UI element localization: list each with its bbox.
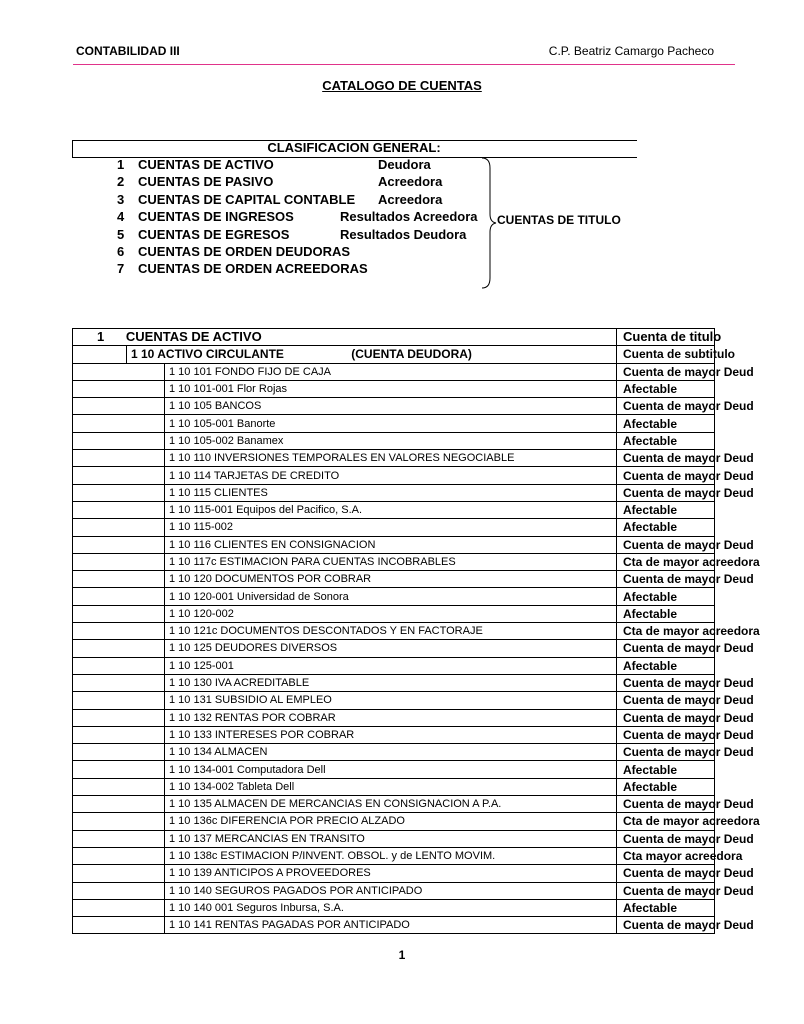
header-rule bbox=[73, 64, 735, 65]
table-row bbox=[73, 830, 715, 847]
indent-cell bbox=[73, 467, 165, 484]
account-name-cell: 1 10 105 BANCOS bbox=[165, 398, 617, 415]
classification-heading: CLASIFICACION GENERAL: bbox=[267, 140, 441, 155]
header-course: CONTABILIDAD III bbox=[76, 44, 180, 58]
account-type-cell: Cuenta de mayor Deud bbox=[617, 882, 715, 899]
table-row bbox=[73, 623, 715, 640]
table-row bbox=[73, 501, 715, 518]
account-name-cell: 1 10 132 RENTAS POR COBRAR bbox=[165, 709, 617, 726]
indent-cell bbox=[73, 571, 165, 588]
indent-cell bbox=[73, 553, 165, 570]
classification-name: CUENTAS DE PASIVO bbox=[138, 174, 274, 190]
account-name-cell: 1 10 141 RENTAS PAGADAS POR ANTICIPADO bbox=[165, 917, 617, 934]
indent-cell bbox=[73, 796, 165, 813]
account-type-cell: Cuenta de mayor Deud bbox=[617, 640, 715, 657]
indent-cell bbox=[73, 692, 165, 709]
table-row bbox=[73, 657, 715, 674]
indent-cell bbox=[73, 519, 165, 536]
table-row bbox=[73, 363, 715, 380]
indent-cell bbox=[73, 899, 165, 916]
account-catalog-table bbox=[72, 328, 760, 934]
classification-number: 1 bbox=[117, 157, 125, 172]
account-name-cell: 1 10 115-001 Equipos del Pacifico, S.A. bbox=[165, 501, 617, 518]
account-name-cell: 1 10 140 001 Seguros Inbursa, S.A. bbox=[165, 899, 617, 916]
account-type-cell: Cuenta de mayor Deud bbox=[617, 692, 715, 709]
table-row bbox=[73, 899, 715, 916]
account-type-cell: Afectable bbox=[617, 501, 715, 518]
account-type-cell: Cuenta de mayor Deud bbox=[617, 571, 715, 588]
account-type-cell: Cuenta de mayor Deud bbox=[617, 484, 715, 501]
header-author: C.P. Beatriz Camargo Pacheco bbox=[548, 44, 714, 58]
account-type-cell: Cuenta de mayor Deud bbox=[617, 917, 715, 934]
indent-cell bbox=[73, 605, 165, 622]
table-row bbox=[73, 346, 715, 363]
classification-name: CUENTAS DE INGRESOS bbox=[138, 209, 294, 225]
indent-cell bbox=[73, 363, 165, 380]
indent-cell bbox=[73, 623, 165, 640]
table-row bbox=[73, 640, 715, 657]
indent-cell bbox=[73, 813, 165, 830]
account-name-cell: 1 10 125 DEUDORES DIVERSOS bbox=[165, 640, 617, 657]
table-row bbox=[73, 865, 715, 882]
indent-cell bbox=[73, 882, 165, 899]
indent-cell bbox=[73, 588, 165, 605]
table-row bbox=[73, 796, 715, 813]
indent-cell bbox=[73, 501, 165, 518]
table-row bbox=[73, 882, 715, 899]
account-name-cell: 1 10 117c ESTIMACION PARA CUENTAS INCOBRABLES bbox=[165, 553, 617, 570]
account-name-cell: 1 10 140 SEGUROS PAGADOS POR ANTICIPADO bbox=[165, 882, 617, 899]
classification-name: CUENTAS DE ACTIVO bbox=[138, 157, 274, 172]
account-name-cell: 1 10 105-001 Banorte bbox=[165, 415, 617, 432]
classification-number: 6 bbox=[117, 244, 125, 259]
table-row bbox=[73, 415, 715, 432]
account-name-cell: 1 10 136c DIFERENCIA POR PRECIO ALZADO bbox=[165, 813, 617, 830]
indent-cell bbox=[73, 709, 165, 726]
account-name-cell: 1 10 130 IVA ACREDITABLE bbox=[165, 674, 617, 691]
table-row bbox=[73, 380, 715, 397]
table-row bbox=[73, 536, 715, 553]
account-name-cell: 1 10 114 TARJETAS DE CREDITO bbox=[165, 467, 617, 484]
table-row bbox=[73, 605, 715, 622]
table-row bbox=[73, 917, 715, 934]
account-type-cell: Afectable bbox=[617, 899, 715, 916]
account-type-cell: Cuenta de mayor Deud bbox=[617, 744, 715, 761]
indent-cell bbox=[73, 640, 165, 657]
table-row bbox=[73, 484, 715, 501]
classification-name: CUENTAS DE ORDEN ACREEDORAS bbox=[138, 261, 368, 277]
account-type-cell: Afectable bbox=[617, 588, 715, 605]
classification-number: 3 bbox=[117, 191, 125, 207]
table-row bbox=[73, 709, 715, 726]
brace-label: CUENTAS DE TITULO bbox=[497, 213, 621, 227]
subtitle-account-name: 1 10 ACTIVO CIRCULANTE bbox=[131, 347, 284, 362]
account-name-cell: 1 10 138c ESTIMACION P/INVENT. OBSOL. y de LENTO MOVIM. bbox=[165, 847, 617, 864]
account-type-cell: Cta de mayor acreedora bbox=[617, 813, 715, 830]
classification-number: 5 bbox=[117, 226, 125, 242]
account-type-cell: Cuenta de mayor Deud bbox=[617, 398, 715, 415]
table-row bbox=[73, 674, 715, 691]
account-name-cell: 1 10 105-002 Banamex bbox=[165, 432, 617, 449]
account-name-cell: 1 10 135 ALMACEN DE MERCANCIAS EN CONSIGNACION A P.A. bbox=[165, 796, 617, 813]
account-type-cell: Afectable bbox=[617, 657, 715, 674]
table-row bbox=[73, 553, 715, 570]
classification-nature: Resultados Acreedora bbox=[340, 209, 478, 225]
classification-nature: Deudora bbox=[378, 157, 431, 172]
classification-nature: Acreedora bbox=[378, 191, 443, 207]
table-row bbox=[73, 519, 715, 536]
title-account-name: CUENTAS DE ACTIVO bbox=[125, 329, 262, 345]
classification-name: CUENTAS DE EGRESOS bbox=[138, 226, 290, 242]
account-name-cell: 1 10 120 DOCUMENTOS POR COBRAR bbox=[165, 571, 617, 588]
table-row bbox=[73, 761, 715, 778]
account-name-cell: 1 10 101-001 Flor Rojas bbox=[165, 380, 617, 397]
account-name-cell: 1 10 134-002 Tableta Dell bbox=[165, 778, 617, 795]
account-name-cell: 1 10 131 SUBSIDIO AL EMPLEO bbox=[165, 692, 617, 709]
account-name-cell: 1 10 120-002 bbox=[165, 605, 617, 622]
account-name-cell: 1 10 110 INVERSIONES TEMPORALES EN VALORES NEGOCIABLE bbox=[165, 450, 617, 467]
indent-cell bbox=[73, 726, 165, 743]
account-type-cell: Afectable bbox=[617, 778, 715, 795]
table-row bbox=[73, 450, 715, 467]
account-type-cell: Cuenta de mayor Deud bbox=[617, 865, 715, 882]
indent-cell bbox=[73, 744, 165, 761]
brace-icon bbox=[478, 156, 498, 290]
indent-cell bbox=[73, 415, 165, 432]
indent-cell bbox=[73, 536, 165, 553]
table-row bbox=[73, 813, 715, 830]
account-type-cell: Afectable bbox=[617, 432, 715, 449]
indent-cell bbox=[73, 346, 127, 363]
indent-cell bbox=[73, 657, 165, 674]
account-type-cell: Afectable bbox=[617, 761, 715, 778]
classification-number: 2 bbox=[117, 174, 125, 190]
document-title: CATALOGO DE CUENTAS bbox=[322, 78, 482, 93]
indent-cell bbox=[73, 398, 165, 415]
account-name-cell: 1 10 115 CLIENTES bbox=[165, 484, 617, 501]
account-type-cell: Cta de mayor acreedora bbox=[617, 553, 715, 570]
account-name-cell: 1 10 133 INTERESES POR COBRAR bbox=[165, 726, 617, 743]
indent-cell bbox=[73, 484, 165, 501]
account-type-cell: Cuenta de mayor Deud bbox=[617, 363, 715, 380]
indent-cell bbox=[73, 674, 165, 691]
account-type-cell: Cuenta de mayor Deud bbox=[617, 674, 715, 691]
account-type-cell: Cuenta de mayor Deud bbox=[617, 830, 715, 847]
table-row bbox=[73, 571, 715, 588]
classification-name: CUENTAS DE CAPITAL CONTABLE bbox=[138, 191, 356, 207]
account-type-cell: Cuenta de mayor Deud bbox=[617, 467, 715, 484]
indent-cell bbox=[73, 830, 165, 847]
table-row bbox=[73, 588, 715, 605]
table-row bbox=[73, 692, 715, 709]
indent-cell bbox=[73, 380, 165, 397]
table-row bbox=[73, 726, 715, 743]
account-type-cell: Afectable bbox=[617, 519, 715, 536]
subtitle-account-cell bbox=[127, 346, 617, 363]
table-row bbox=[73, 744, 715, 761]
title-account-cell bbox=[73, 329, 617, 346]
classification-nature: Acreedora bbox=[378, 174, 443, 190]
classification-name: CUENTAS DE ORDEN DEUDORAS bbox=[138, 244, 351, 259]
account-type-cell: Cta de mayor acreedora bbox=[617, 623, 715, 640]
account-name-cell: 1 10 116 CLIENTES EN CONSIGNACION bbox=[165, 536, 617, 553]
indent-cell bbox=[73, 761, 165, 778]
classification-nature: Resultados Deudora bbox=[340, 226, 467, 242]
table-row bbox=[73, 467, 715, 484]
account-name-cell: 1 10 134-001 Computadora Dell bbox=[165, 761, 617, 778]
account-name-cell: 1 10 115-002 bbox=[165, 519, 617, 536]
account-type-cell: Cta mayor acreedora bbox=[617, 847, 715, 864]
indent-cell bbox=[73, 432, 165, 449]
title-account-number: 1 bbox=[97, 329, 105, 345]
table-row bbox=[73, 778, 715, 795]
account-type-cell: Cuenta de mayor Deud bbox=[617, 450, 715, 467]
account-type-cell: Afectable bbox=[617, 605, 715, 622]
indent-cell bbox=[73, 917, 165, 934]
account-name-cell: 1 10 139 ANTICIPOS A PROVEEDORES bbox=[165, 865, 617, 882]
classification-number: 7 bbox=[117, 261, 125, 277]
account-type-cell: Cuenta de subtitulo bbox=[617, 346, 715, 363]
subtitle-account-note: (CUENTA DEUDORA) bbox=[351, 347, 472, 362]
account-type-cell: Cuenta de titulo bbox=[617, 329, 715, 346]
account-name-cell: 1 10 125-001 bbox=[165, 657, 617, 674]
account-type-cell: Cuenta de mayor Deud bbox=[617, 726, 715, 743]
indent-cell bbox=[73, 865, 165, 882]
page-number: 1 bbox=[398, 948, 406, 962]
account-type-cell: Afectable bbox=[617, 415, 715, 432]
indent-cell bbox=[73, 847, 165, 864]
account-type-cell: Cuenta de mayor Deud bbox=[617, 709, 715, 726]
table-row bbox=[73, 432, 715, 449]
indent-cell bbox=[73, 778, 165, 795]
account-type-cell: Cuenta de mayor Deud bbox=[617, 536, 715, 553]
table-row bbox=[73, 847, 715, 864]
table-row bbox=[73, 398, 715, 415]
account-name-cell: 1 10 137 MERCANCIAS EN TRANSITO bbox=[165, 830, 617, 847]
account-name-cell: 1 10 120-001 Universidad de Sonora bbox=[165, 588, 617, 605]
table-row bbox=[73, 329, 715, 346]
account-name-cell: 1 10 121c DOCUMENTOS DESCONTADOS Y EN FACTORAJE bbox=[165, 623, 617, 640]
account-type-cell: Afectable bbox=[617, 380, 715, 397]
account-name-cell: 1 10 134 ALMACEN bbox=[165, 744, 617, 761]
classification-number: 4 bbox=[117, 209, 125, 225]
account-type-cell: Cuenta de mayor Deud bbox=[617, 796, 715, 813]
indent-cell bbox=[73, 450, 165, 467]
account-name-cell: 1 10 101 FONDO FIJO DE CAJA bbox=[165, 363, 617, 380]
